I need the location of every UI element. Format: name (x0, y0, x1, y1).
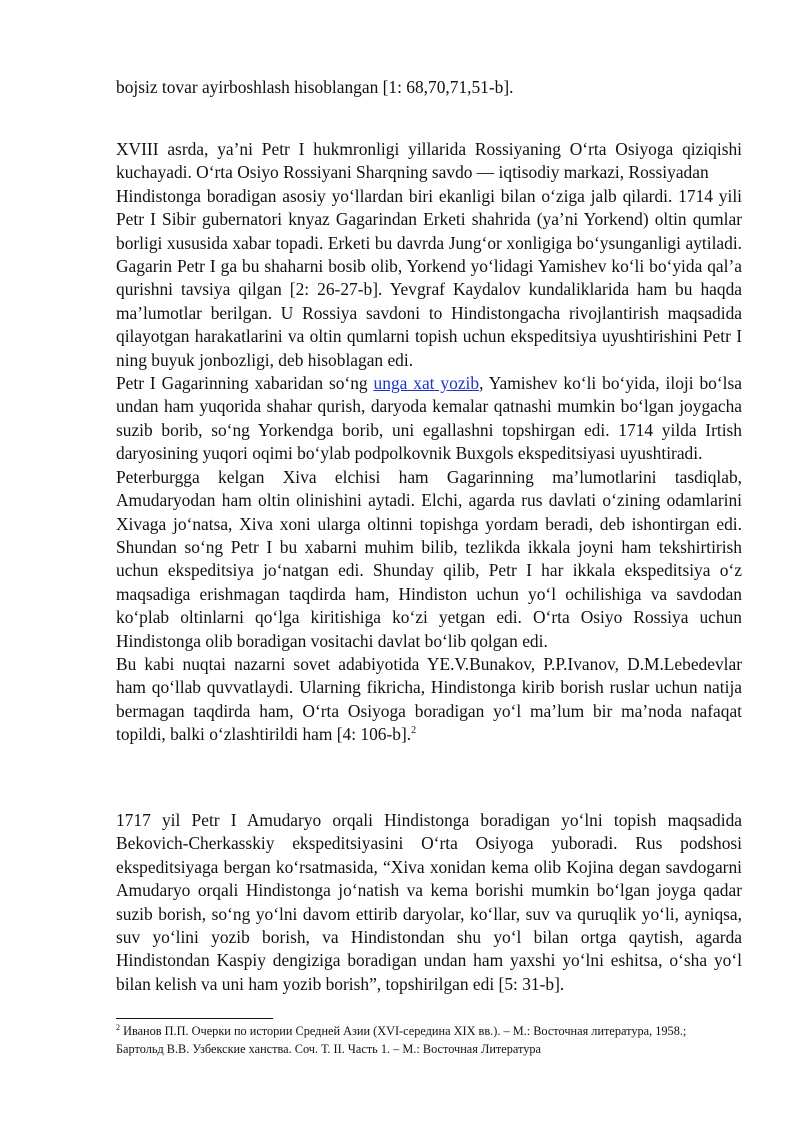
paragraph-2: Hindistonga boradigan asosiy yo‘llardan biri ekanligi bilan o‘ziga jalb qilardi. 1714 yili Petr I Sibir gubernatori knyaz Gagarindan Erketi shahrida (ya’ni Yorkend) oltin qumlar borligi xususida xabar topadi. Erketi bu davrda Jung‘or xonligiga bo‘ysunganligi aytiladi. Gagarin Petr I ga bu shaharni bosib olib, Yorkend yo‘lidagi Yamishev ko‘li bo‘yida qal’a qurishni tavsiya qilgan [2: 26-27-b]. Yevgraf Kaydalov kundaliklarida ham bu haqda ma’lumotlar berilgan. U Rossiya savdoni to Hindistongacha rivojlantirish maqsadida qilayotgan harakatlarini va oltin qumlarni topish uchun ekspeditsiya uyushtirishini Petr I ning buyuk jonbozligi, deb hisoblagan edi. (116, 185, 742, 370)
section-petr-i (116, 138, 742, 747)
footnote-text-1: Иванов П.П. Очерки по истории Средней Азии (XVI-середина XIX вв.). – М.: Восточная литература, 1958.; (120, 1024, 687, 1038)
paragraph-5 (116, 653, 742, 747)
paragraph-1: XVIII asrda, ya’ni Petr I hukmronligi yillarida Rossiyaning O‘rta Osiyoga qiziqishi kuchayadi. O‘rta Osiyo Rossiyani Sharqning savdo — iqtisodiy markazi, Rossiyadan (116, 139, 742, 183)
footnote-line-1 (116, 1022, 756, 1040)
footnote-separator (116, 1018, 273, 1019)
footnote-line-2: Бартольд В.В. Узбекские ханства. Соч. Т. II. Часть 1. – М.: Восточная Литература (116, 1042, 541, 1057)
paragraph-3-end: , Yamishev ko‘li bo‘yida, iloji bo‘lsa undan ham yuqorida shahar qurish, daryoda kemalar qatnashi mumkin bo‘lgan joygacha suzib borib, so‘ng Yorkendga borib, uni egallashni topshirgan edi. 1714 yilda Irtish daryosining yuqori oqimi bo‘ylab podpolkovnik Buxgols ekspeditsiyasi uyushtiradi. (116, 373, 742, 464)
unga-xat-yozib-link[interactable]: unga xat yozib (373, 373, 480, 394)
paragraph-3-start: Petr I Gagarinning xabaridan so‘ng (116, 373, 374, 394)
paragraph-4: Peterburgga kelgan Xiva elchisi ham Gagarinning ma’lumotlarini tasdiqlab, Amudaryodan ham oltin olinishini aytadi. Elchi, agarda rus davlati o‘zining odamlarini Xivaga jo‘natsa, Xiva xoni ularga oltinni topishga yordam beradi, deb ishontirgan edi. Shundan so‘ng Petr I bu xabarni muhim bilib, tezlikda ikkala joyni ham tekshirtirish uchun ekspeditsiya jo‘natgan edi. Shunday qilib, Petr I har ikkala ekspeditsiya o‘z maqsadiga erishmagan taqdirda ham, Hindiston uchun yo‘l ochilishiga va savdodan ko‘plab oltinlarni qo‘lga kiritishiga ko‘zi yetgan edi. O‘rta Osiyo Rossiya uchun Hindistonga olib boradigan vositachi davlat bo‘lib qolgan edi. (116, 466, 742, 651)
paragraph-5-text: Bu kabi nuqtai nazarni sovet adabiyotida YE.V.Bunakov, P.P.Ivanov, D.M.Lebedevlar ham qo‘llab quvvatlaydi. Ularning fikricha, Hindistonga kirib borish ruslar uchun natija bermagan taqdirda ham, O‘rta Osiyoga boradigan yo‘l ma’lum bir ma’noda nafaqat topildi, balki o‘zlashtirildi ham [4: 106-b]. (116, 653, 742, 745)
footnote (116, 1022, 756, 1059)
footnote-marker: 2 (116, 1022, 120, 1032)
section-bekovich (116, 809, 742, 996)
paragraph-6: 1717 yil Petr I Amudaryo orqali Hindistonga boradigan yo‘lni topish maqsadida Bekovich-Cherkasskiy ekspeditsiyasini O‘rta Osiyoga yuboradi. Rus podshosi ekspeditsiyaga bergan ko‘rsatmasida, “Xiva xonidan kema olib Kojina degan savdogarni Amudaryo orqali Hindistonga jo‘natish va kema borishi mumkin bo‘lgan joyga qadar suzib borish, so‘ng yo‘lni davom ettirib daryolar, ko‘llar, suv va quruqlik yo‘li, ayniqsa, suv yo‘lini yozib borish, va Hindistondan shu yo‘l bilan ortga qaytish, agarda Hindistondan Kaspiy dengiziga boradigan undan ham yaxshi yo‘lni eshitsa, o‘sha yo‘l bilan kelish va uni ham yozib borish”, topshirilgan edi [5: 31-b]. (116, 810, 742, 994)
intro-line: bojsiz tovar ayirboshlash hisoblangan [1: 68,70,71,51-b]. (116, 77, 514, 97)
paragraph-3 (116, 372, 742, 466)
footnote-reference[interactable]: 2 (411, 725, 417, 737)
